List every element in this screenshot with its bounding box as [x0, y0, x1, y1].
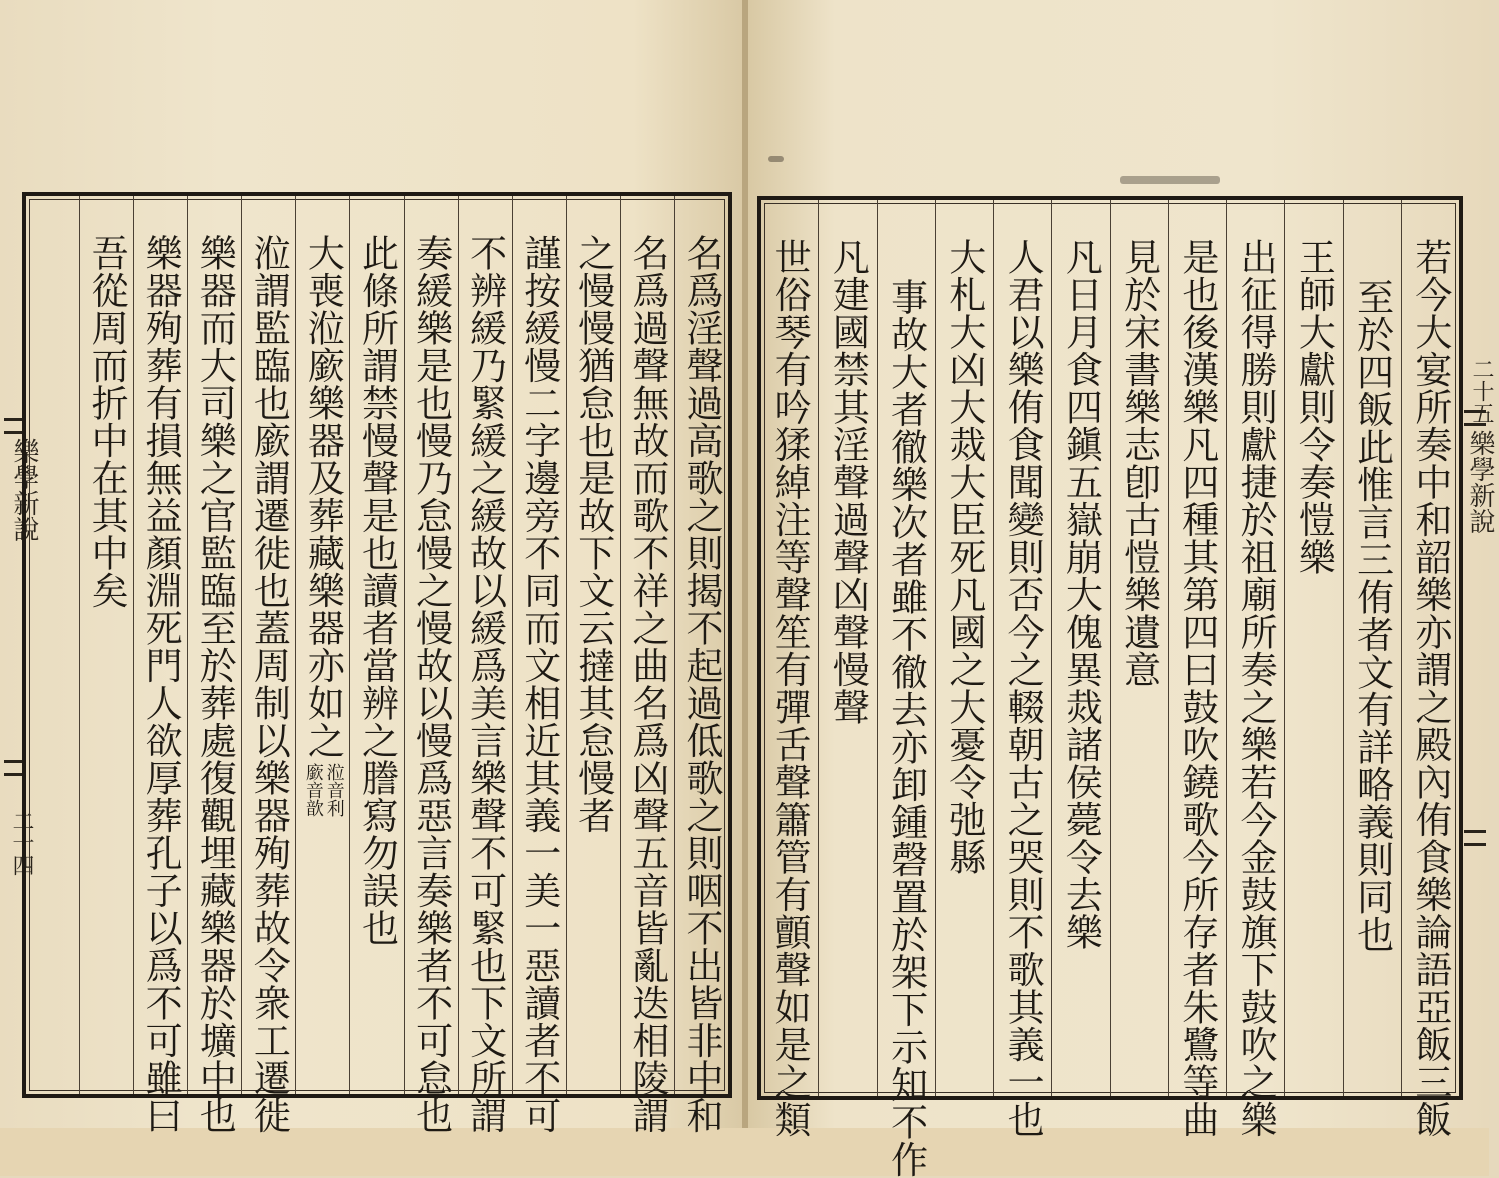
- column-text: 是也後漢樂凡四種其第四曰鼓吹鐃歌今所存者朱鷺等曲: [1175, 238, 1219, 1138]
- text-column: [620, 196, 674, 1134]
- interlinear-notes: [303, 759, 343, 817]
- left-margin-title: 樂學新說: [9, 438, 39, 542]
- column-text: 凡建國禁其淫聲過聲凶聲慢聲: [826, 238, 870, 726]
- text-column: [349, 196, 403, 1094]
- ink-mark: [768, 156, 784, 162]
- text-column: [674, 196, 728, 1134]
- column-text: 吾從周而折中在其中矣: [85, 234, 129, 609]
- pronunciation-note: 廞音歆: [302, 763, 324, 817]
- column-text: 事故大者徹樂次者雖不徹去亦卸鍾磬置於架下示知不作: [884, 278, 928, 1178]
- text-column: [1051, 200, 1109, 1096]
- left-text-frame: [22, 192, 732, 1134]
- column-text: 王師大獻則令奏愷樂: [1292, 238, 1336, 576]
- text-column: [133, 196, 187, 1134]
- column-text: 若今大宴所奏中和韶樂亦謂之殿內侑食樂論語亞飯三飯: [1408, 238, 1452, 1138]
- book-gutter: [742, 0, 748, 1176]
- fish-tail-mark-icon: [1464, 830, 1486, 846]
- text-column: [1110, 200, 1168, 1096]
- column-text: 名爲過聲無故而歌不祥之曲名爲凶聲五音皆亂迭相陵謂: [625, 234, 669, 1134]
- column-text: 至於四飯此惟言三侑者文有詳略義則同也: [1350, 278, 1394, 953]
- column-text: 出征得勝則獻捷於祖廟所奏之樂若今金鼓旗下鼓吹之樂: [1234, 238, 1278, 1138]
- text-column: [935, 200, 993, 1096]
- column-text: 樂器殉葬有損無益顏淵死門人欲厚葬孔子以爲不可雖曰: [139, 234, 183, 1134]
- text-column: [458, 196, 512, 1134]
- right-text-frame: [757, 196, 1463, 1178]
- text-column: [566, 196, 620, 1094]
- column-text: 不辨緩乃緊緩之緩故以緩爲美言樂聲不可緊也下文所謂: [463, 234, 507, 1134]
- text-column: [1168, 200, 1226, 1138]
- column-text: 凡日月食四鎭五嶽崩大傀異烖諸侯薨令去樂: [1059, 238, 1103, 951]
- text-column: [79, 196, 133, 1094]
- column-text: 人君以樂侑食聞變則否今之輟朝古之哭則不歌其義一也: [1001, 238, 1045, 1138]
- right-page-number: 二十五: [1469, 358, 1494, 424]
- column-text: 大喪涖廞樂器及葬藏樂器亦如之: [301, 234, 345, 759]
- column-text: 此條所謂禁慢聲是也讀者當辨之謄寫勿誤也: [355, 234, 399, 947]
- text-column: [761, 200, 818, 1138]
- text-column: [877, 200, 935, 1178]
- text-column: [1226, 200, 1284, 1138]
- left-page-number: 二十四: [9, 810, 34, 876]
- column-text: 奏緩樂是也慢乃怠慢之慢故以慢爲惡言奏樂者不可怠也: [409, 234, 453, 1134]
- text-column: [241, 196, 295, 1134]
- text-column: [1284, 200, 1342, 1096]
- column-text: 世俗琴有吟猱綽注等聲笙有彈舌聲簫管有顫聲如是之類: [768, 238, 812, 1138]
- ink-smudge: [1120, 176, 1220, 184]
- text-column: [993, 200, 1051, 1138]
- text-column: [187, 196, 241, 1134]
- column-text: 名爲淫聲過高歌之則揭不起過低歌之則咽不出皆非中和: [679, 234, 723, 1134]
- column-text: 之慢慢猶怠也是故下文云撻其怠慢者: [571, 234, 615, 834]
- text-column: [818, 200, 876, 1096]
- text-column: [404, 196, 458, 1134]
- column-text: 涖謂監臨也廞謂遷徙也蓋周制以樂器殉葬故令衆工遷徙: [247, 234, 291, 1134]
- right-margin-title: 樂學新說: [1465, 430, 1495, 534]
- column-text: 大札大凶大烖大臣死凡國之大憂令弛縣: [942, 238, 986, 876]
- column-text: 樂器而大司樂之官監臨至於葬處復觀埋藏樂器於壙中也: [193, 234, 237, 1134]
- text-column: [26, 196, 79, 1094]
- text-column: [1401, 200, 1459, 1138]
- pronunciation-note: 涖音利: [323, 763, 345, 817]
- column-text: 見於宋書樂志卽古愷樂遺意: [1117, 238, 1161, 688]
- text-column: [295, 196, 349, 1094]
- column-text: 謹按緩慢二字邊旁不同而文相近其義一美一惡讀者不可: [517, 234, 561, 1134]
- text-column: [1343, 200, 1401, 1096]
- text-column: [512, 196, 566, 1134]
